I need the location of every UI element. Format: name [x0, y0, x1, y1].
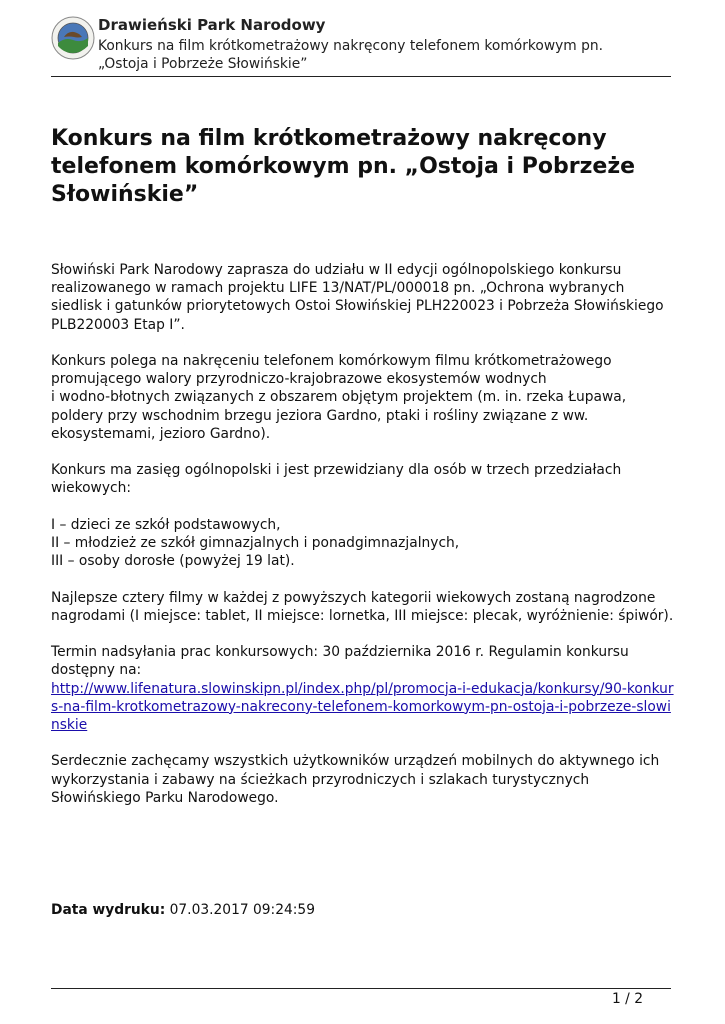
park-logo-icon [51, 16, 95, 60]
print-date-label: Data wydruku: [51, 902, 166, 918]
regulations-link[interactable]: http://www.lifenatura.slowinskipn.pl/index.php/pl/promocja-i-edukacja/konkursy/90-konkurs-na-film-krotkometrazowy-nakrecony-telefonem-komorkowym-pn-ostoja-i-pobrzeze-slowinskie [51, 680, 674, 733]
header-divider [51, 76, 671, 77]
print-date [51, 902, 315, 918]
page-number: 1 / 2 [612, 991, 643, 1007]
age-group-item: I – dzieci ze szkół podstawowych, [51, 516, 281, 533]
deadline-text: Termin nadsyłania prac konkursowych: 30 października 2016 r. Regulamin konkursu dostępny na: [51, 644, 629, 679]
site-name: Drawieński Park Narodowy [98, 16, 326, 34]
age-group-list [51, 516, 676, 571]
article-content [51, 261, 676, 825]
header-subtitle [98, 37, 673, 73]
paragraph-intro: Słowiński Park Narodowy zaprasza do udziału w II edycji ogólnopolskiego konkursu realizowanego w ramach projektu LIFE 13/NAT/PL/000018 pn. „Ochrona wybranych siedlisk i gatunków priorytetowych Ostoi Słowińskiej PLH220023 i Pobrzeża Słowińskiego PLB220003 Etap I”. [51, 262, 664, 333]
header-subtitle-line1: Konkurs na film krótkometrażowy nakręcony telefonem komórkowym pn. [98, 38, 604, 54]
age-group-item: III – osoby dorosłe (powyżej 19 lat). [51, 553, 295, 570]
paragraph-scope: Konkurs ma zasięg ogólnopolski i jest przewidziany dla osób w trzech przedziałach wiekowych: [51, 462, 622, 497]
paragraph-prizes: Najlepsze cztery filmy w każdej z powyższych kategorii wiekowych zostaną nagrodzone nagrodami (I miejsce: tablet, II miejsce: lornetka, III miejsce: plecak, wyróżnienie: śpiwór). [51, 589, 674, 624]
paragraph-description [51, 352, 676, 443]
page-header [51, 14, 671, 76]
footer-divider [51, 988, 671, 989]
header-subtitle-line2: „Ostoja i Pobrzeże Słowińskie” [98, 56, 308, 72]
print-date-value: 07.03.2017 09:24:59 [169, 902, 315, 918]
paragraph-invitation: Serdecznie zachęcamy wszystkich użytkowników urządzeń mobilnych do aktywnego ich wykorzystania i zabawy na ścieżkach przyrodniczych i szlakach turystycznych Słowińskiego Parku Narodowego. [51, 753, 660, 806]
paragraph-deadline [51, 643, 676, 734]
article-title: Konkurs na film krótkometrażowy nakręcony telefonem komórkowym pn. „Ostoja i Pobrzeże Słowińskie” [51, 126, 636, 207]
age-group-item: II – młodzież ze szkół gimnazjalnych i ponadgimnazjalnych, [51, 535, 460, 551]
paragraph-description-part1: Konkurs polega na nakręceniu telefonem komórkowym filmu krótkometrażowego promującego walory przyrodniczo-krajobrazowe ekosystemów wodnych [51, 353, 612, 388]
paragraph-description-part2: i wodno-błotnych związanych z obszarem objętym projektem (m. in. rzeka Łupawa, poldery przy wschodnim brzegu jeziora Gardno, ptaki i rośliny związane z ww. ekosystemami, jezioro Gardno). [51, 389, 627, 442]
